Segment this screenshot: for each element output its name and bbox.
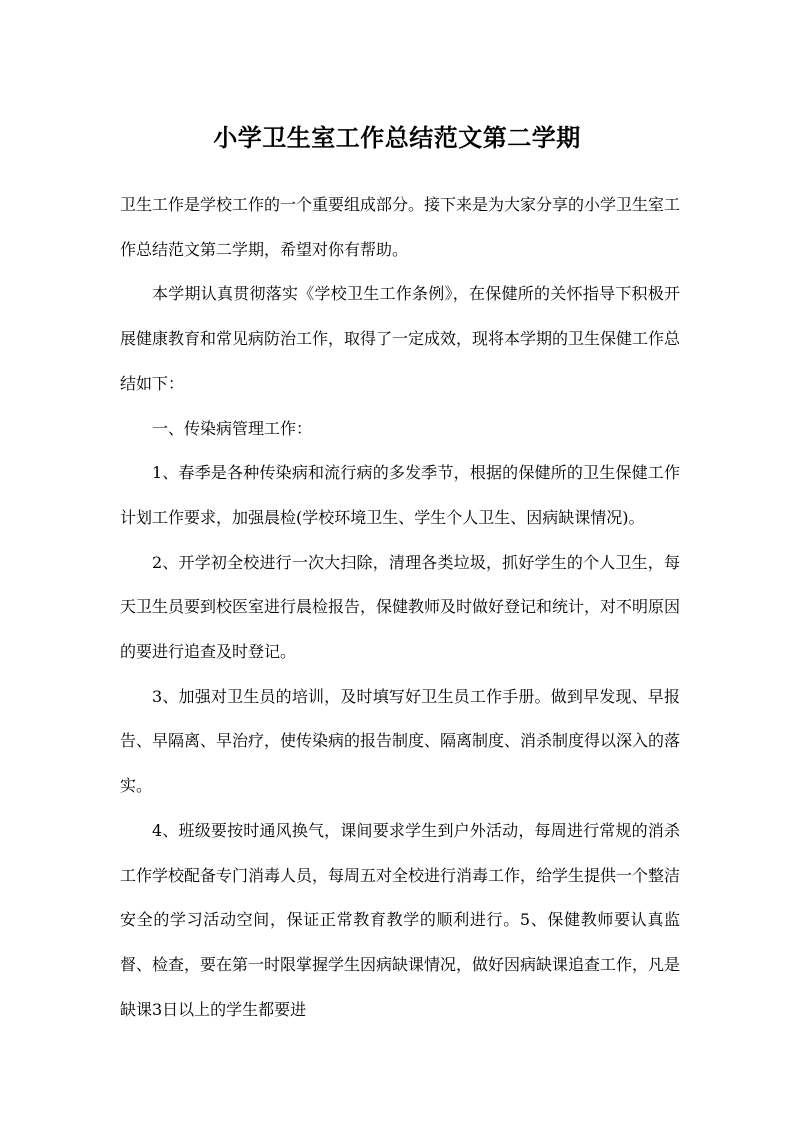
document-title: 小学卫生室工作总结范文第二学期 [213, 123, 581, 152]
paragraph-intro: 卫生工作是学校工作的一个重要组成部分。接下来是为大家分享的小学卫生室工作总结范文第二学期，希望对你有帮助。 [120, 195, 681, 259]
paragraph-item-1: 1、春季是各种传染病和流行病的多发季节，根据的保健所的卫生保健工作计划工作要求，加强晨检(学校环境卫生、学生个人卫生、因病缺课情况)。 [120, 463, 680, 527]
paragraph-item-2: 2、开学初全校进行一次大扫除，清理各类垃圾，抓好学生的个人卫生，每天卫生员要到校医室进行晨检报告，保健教师及时做好登记和统计，对不明原因的要进行追查及时登记。 [120, 552, 681, 662]
paragraph-overview: 本学期认真贯彻落实《学校卫生工作条例》，在保健所的关怀指导下积极开展健康教育和常见病防治工作，取得了一定成效，现将本学期的卫生保健工作总结如下： [120, 284, 681, 393]
paragraph-item-3: 3、加强对卫生员的培训，及时填写好卫生员工作手册。做到早发现、早报告、早隔离、早治疗，使传染病的报告制度、隔离制度、消杀制度得以深入的落实。 [120, 686, 681, 796]
paragraph-item-4: 4、班级要按时通风换气，课间要求学生到户外活动，每周进行常规的消杀工作学校配备专门消毒人员，每周五对全校进行消毒工作，给学生提供一个整洁安全的学习活动空间，保证正常教育教学的顺利进行。5、保健教师要认真监督、检查，要在第一时限掌握学生因病缺课情况，做好因病缺课追查工作，凡是缺课3日以上的学生都要进 [120, 820, 681, 1019]
document-body [120, 183, 680, 1032]
section-heading: 一、传染病管理工作： [152, 418, 313, 438]
